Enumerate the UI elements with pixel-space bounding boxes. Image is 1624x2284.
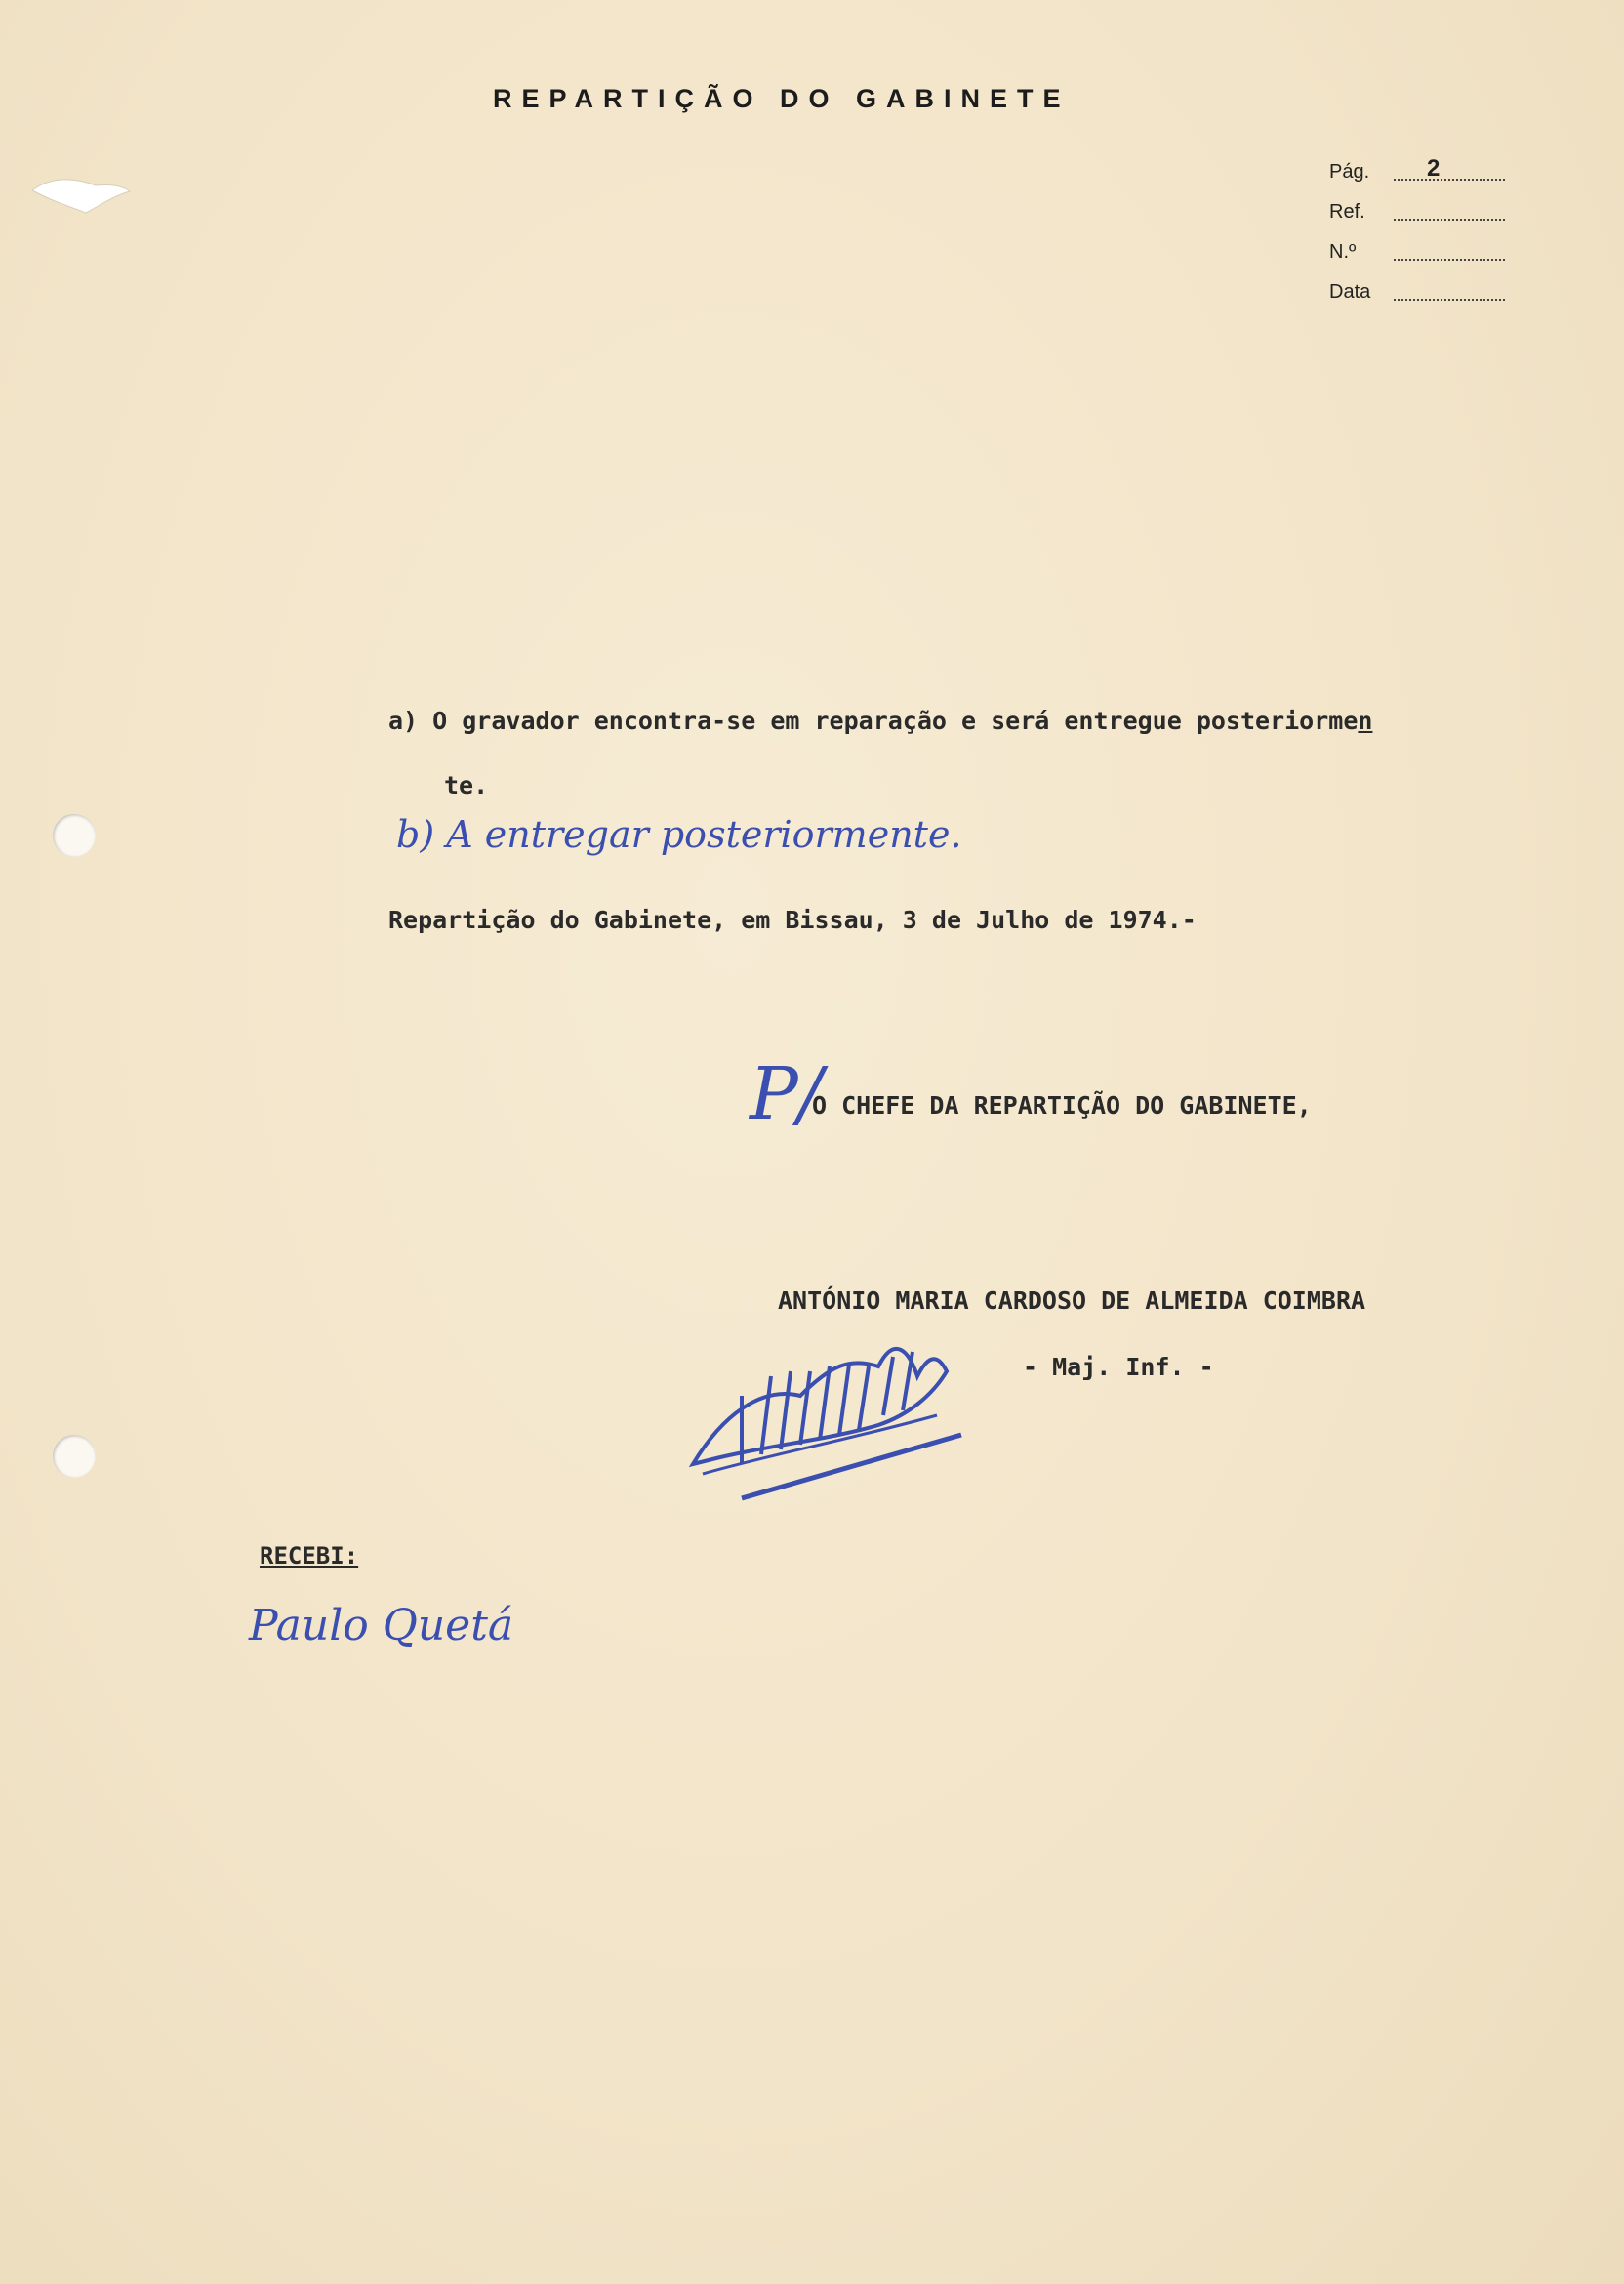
punch-hole-top [53, 814, 96, 857]
signatory-title: O CHEFE DA REPARTIÇÃO DO GABINETE, [812, 1091, 1312, 1120]
signatory-rank: - Maj. Inf. - [1023, 1353, 1214, 1381]
signatory-name: ANTÓNIO MARIA CARDOSO DE ALMEIDA COIMBRA [778, 1286, 1366, 1315]
place-and-date: Repartição do Gabinete, em Bissau, 3 de Julho de 1974.- [388, 906, 1197, 934]
page-number-value: 2 [1427, 155, 1441, 182]
number-label: N.º [1329, 241, 1357, 263]
reference-label: Ref. [1329, 201, 1365, 223]
dotted-line [1394, 219, 1505, 221]
receipt-label: RECEBI: [260, 1542, 359, 1570]
item-a-line-1 [388, 707, 1372, 735]
reference-field [1329, 201, 1505, 241]
dotted-line [1394, 179, 1505, 181]
per-procurationem-mark: P/ [750, 1052, 823, 1136]
handwritten-item-b: b) A entregar posteriormente. [396, 813, 962, 856]
date-field [1329, 281, 1505, 321]
dotted-line [1394, 299, 1505, 301]
receipt-signature: Paulo Quetá [249, 1601, 514, 1651]
item-a-underlined-letter: n [1358, 707, 1373, 735]
item-a-text: a) O gravador encontra-se em reparação e será entregue posteriorme [388, 707, 1359, 735]
paper-tear-mark [27, 166, 135, 224]
official-signature-scribble [683, 1298, 976, 1513]
dotted-line [1394, 259, 1505, 261]
reference-box [1329, 155, 1505, 321]
date-label: Data [1329, 281, 1371, 303]
item-a-line-2: te. [444, 771, 489, 799]
number-field [1329, 241, 1505, 281]
page-label: Pág. [1329, 161, 1370, 183]
letterhead-title: REPARTIÇÃO DO GABINETE [493, 84, 1071, 113]
punch-hole-bottom [53, 1435, 96, 1478]
page-number-field [1329, 155, 1505, 201]
